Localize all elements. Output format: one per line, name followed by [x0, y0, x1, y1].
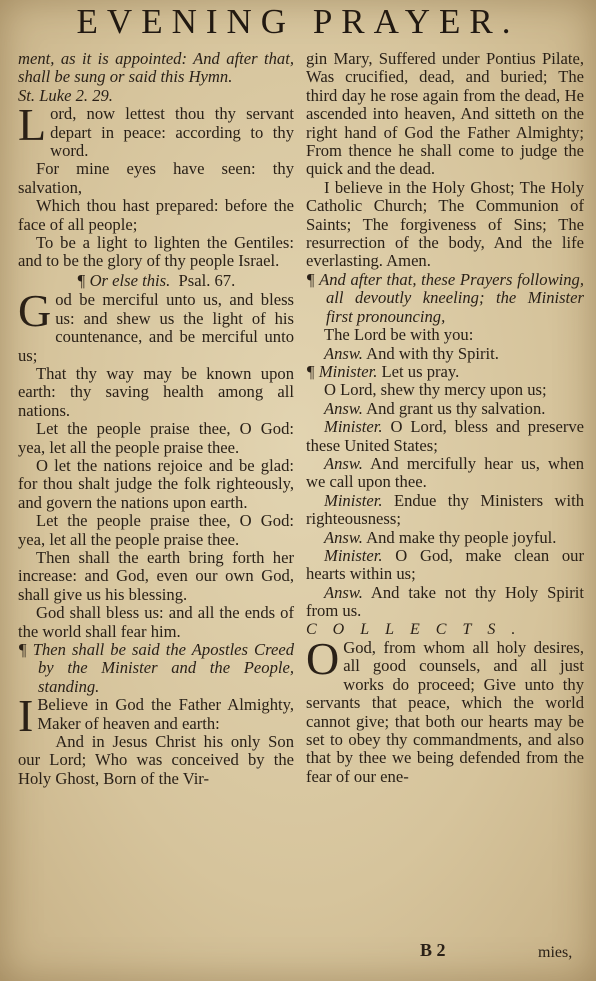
creed-holy-ghost: I believe in the Holy Ghost; The Holy Catholic Church; The Communion of Saints; The forgiveness of Sins; The resurrection of the body, And the life everlasting. Amen.: [306, 177, 584, 271]
response-3-text: And grant us thy salvation.: [366, 398, 546, 418]
response-1: [306, 345, 584, 363]
response-4-text: And mercifully hear us, when we call upon thee.: [306, 453, 585, 492]
response-3: [306, 400, 584, 418]
psalm-reference: Psal. 67.: [178, 270, 236, 290]
versicle-2: [306, 363, 584, 381]
versicle-4-text: O Lord, bless and preserve these United States;: [306, 417, 585, 455]
nunc-dimittis-verse-2: For mine eyes have seen: thy salvation,: [18, 159, 294, 197]
creed-paragraph-1-text: Believe in God the Father Almighty, Maker of heaven and earth:: [37, 695, 294, 733]
creed-rubric: ¶ Then shall be said the Apostles Creed by the Minister and the People, standing.: [18, 640, 294, 696]
response-4: [306, 455, 584, 492]
minister-label: Minister.: [324, 417, 383, 437]
psalm-verse-4: O let the nations rejoice and be glad: for thou shalt judge the folk righteously, and govern the nations upon earth.: [18, 455, 294, 512]
versicle-5: [306, 492, 584, 529]
psalm-verse-7: God shall bless us: and all the ends of the world shall fear him.: [18, 603, 294, 641]
versicle-4: [306, 418, 584, 455]
answer-label: Answ.: [324, 582, 363, 602]
versicle-1: The Lord be with you:: [324, 325, 474, 345]
answer-label: Answ.: [324, 343, 363, 363]
versicle-3: O Lord, shew thy mercy upon us;: [324, 380, 547, 400]
versicle-2-text: Let us pray.: [381, 361, 460, 381]
alternative-rubric-text: ¶ Or else this.: [76, 270, 171, 290]
nunc-dimittis-verse-1-text: ord, now lettest thou thy servant depart in peace: according to thy word.: [50, 104, 294, 161]
psalm-verse-1: [18, 285, 294, 365]
collect-paragraph: [306, 633, 584, 786]
nunc-dimittis-reference: St. Luke 2. 29.: [18, 85, 113, 105]
psalm-verse-2: That thy way may be known upon earth: thy saving health among all nations.: [18, 363, 294, 420]
creed-paragraph-2: And in Jesus Christ his only Son our Lord; Who was conceived by the Holy Ghost, Born of the Vir-: [18, 732, 294, 788]
collects-heading: COLLECTS.: [306, 620, 532, 638]
versicle-6: [306, 547, 584, 584]
rubric-intro: ment, as it is appointed: And after that, shall be sung or said this Hymn.: [18, 49, 294, 87]
versicle-5-text: Endue thy Ministers with righteousness;: [306, 490, 584, 529]
page-title: EVENING PRAYER.: [76, 2, 520, 41]
psalm-verse-3: Let the people praise thee, O God: yea, let all the people praise thee.: [18, 419, 294, 457]
alternative-rubric: [18, 272, 294, 290]
catchword: mies,: [538, 944, 573, 961]
right-column: [306, 50, 584, 786]
response-5: [306, 529, 584, 547]
response-1-text: And with thy Spirit.: [366, 343, 499, 363]
signature-mark: B 2: [420, 940, 446, 960]
drop-cap-l: L: [18, 99, 47, 151]
psalm-verse-1-text: od be merciful unto us, and bless us: and shew us the light of his countenance, and be merciful unto us;: [18, 290, 294, 365]
psalm-verse-5: Let the people praise thee, O God: yea, let all the people praise thee.: [18, 511, 294, 549]
versicle-6-text: O God, make clean our hearts within us;: [306, 545, 585, 584]
drop-cap-o: O: [306, 633, 340, 684]
minister-label: Minister.: [324, 545, 383, 565]
collect-paragraph-text: God, from whom all holy desires, all good counsels, and all just works do proceed; Give unto thy servants that peace, which the world cannot give; that both our hearts may be set to obey thy commandments, and also that by thee we being defended from the fear of our ene-: [306, 638, 584, 786]
prayers-rubric: ¶ And after that, these Prayers following, all devoutly kneeling; the Minister first pronouncing,: [306, 269, 584, 326]
response-6: [306, 584, 584, 621]
response-6-text: And take not thy Holy Spirit from us.: [306, 582, 585, 621]
nunc-dimittis-verse-4: To be a light to lighten the Gentiles: and to be the glory of thy people Israel.: [18, 233, 294, 271]
response-5-text: And make thy people joyful.: [366, 527, 557, 547]
minister-label: ¶ Minister.: [306, 361, 378, 381]
answer-label: Answ.: [324, 453, 363, 473]
drop-cap-i: I: [18, 690, 34, 742]
answer-label: Answ.: [324, 527, 363, 547]
psalm-verse-6: Then shall the earth bring forth her increase: and God, even our own God, shall give us his blessing.: [18, 547, 294, 604]
drop-cap-g: G: [18, 285, 52, 337]
creed-continuation: gin Mary, Suffered under Pontius Pilate, Was crucified, dead, and buried; The third day he rose again from the dead, He ascended into heaven, And sitteth on the right hand of God the Father Almighty; From thence he shall come to judge the quick and the dead.: [306, 49, 584, 179]
minister-label: Minister.: [324, 490, 383, 510]
left-column: [18, 50, 294, 788]
nunc-dimittis-verse-3: Which thou hast prepared: before the face of all people;: [18, 196, 294, 234]
nunc-dimittis-verse-1: [18, 99, 294, 161]
answer-label: Answ.: [324, 398, 363, 418]
creed-paragraph-1: [18, 690, 294, 742]
